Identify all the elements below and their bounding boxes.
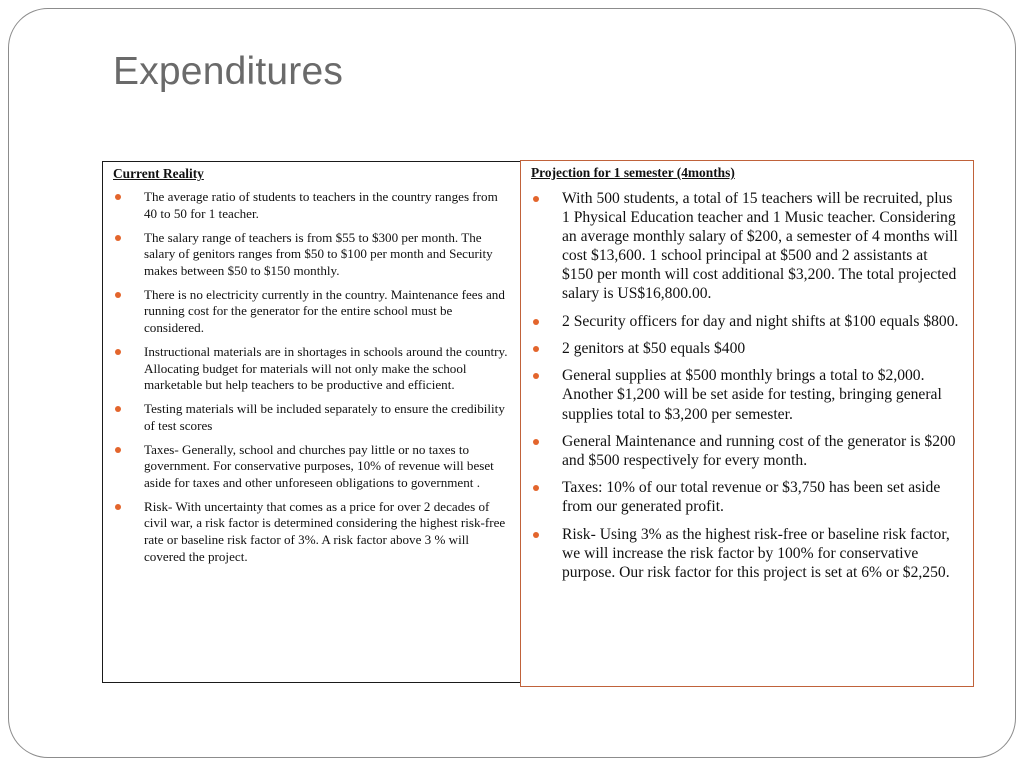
list-item-text: Testing materials will be included separately to ensure the credibility of test scores [144, 401, 505, 433]
list-item [113, 344, 512, 394]
list-item-text: General supplies at $500 monthly brings a total to $2,000. Another $1,200 will be set aside for testing, bringing general supplies total to $3,200 per semester. [562, 367, 942, 423]
list-item-text: Taxes- Generally, school and churches pay little or no taxes to government. For conservative purposes, 10% of revenue will beset aside for taxes and other unforeseen obligations to government . [144, 441, 494, 490]
list-item [113, 230, 512, 280]
list-item-text: The average ratio of students to teachers in the country ranges from 40 to 50 for 1 teacher. [144, 189, 498, 221]
projection-panel [520, 160, 974, 687]
bullet-icon [533, 439, 539, 445]
list-item [113, 189, 512, 222]
list-item-text: There is no electricity currently in the country. Maintenance fees and running cost for the generator for the entire school must be considered. [144, 286, 505, 335]
current-reality-heading: Current Reality [113, 166, 204, 181]
list-item [113, 287, 512, 337]
bullet-icon [115, 349, 121, 355]
list-item-text: General Maintenance and running cost of the generator is $200 and $500 respectively for every month. [562, 432, 956, 469]
list-item [531, 525, 961, 582]
list-item [113, 401, 512, 434]
list-item [531, 366, 961, 423]
bullet-icon [533, 373, 539, 379]
list-item-text: Risk- Using 3% as the highest risk-free or baseline risk factor, we will increase the risk factor by 100% for conservative purpose. Our risk factor for this project is set at 6% or $2,250. [562, 525, 950, 581]
list-item [531, 312, 961, 331]
list-item [531, 189, 961, 304]
list-item-text: The salary range of teachers is from $55 to $300 per month. The salary of genitors ranges from $50 to $100 per month and Security makes between $50 to $150 monthly. [144, 229, 493, 278]
list-item-text: 2 genitors at $50 equals $400 [562, 340, 746, 358]
bullet-icon [115, 504, 121, 510]
slide-title: Expenditures [113, 50, 344, 93]
bullet-icon [115, 406, 121, 412]
projection-list [531, 189, 961, 582]
bullet-icon [533, 319, 539, 325]
bullet-icon [115, 447, 121, 453]
bullet-icon [115, 194, 121, 200]
list-item-text: Instructional materials are in shortages in schools around the country. Allocating budget for materials will not only make the school marketable but help teachers to be productive and efficient. [144, 343, 508, 393]
bullet-icon [533, 532, 539, 538]
list-item [531, 432, 961, 470]
list-item [531, 339, 961, 358]
projection-heading: Projection for 1 semester (4months) [531, 165, 735, 180]
list-item-text: Risk- With uncertainty that comes as a price for over 2 decades of civil war, a risk factor is determined considering the highest risk-free rate or baseline risk factor of 3%. A risk factor above 3 % will covered the project. [144, 498, 506, 564]
bullet-icon [533, 485, 539, 491]
bullet-icon [533, 196, 539, 202]
list-item-text: 2 Security officers for day and night shifts at $100 equals $800. [562, 312, 959, 330]
list-item [531, 478, 961, 516]
list-item [113, 499, 512, 565]
list-item-text: Taxes: 10% of our total revenue or $3,750 has been set aside from our generated profit. [562, 479, 941, 516]
current-reality-panel [102, 161, 523, 683]
list-item [113, 442, 512, 492]
list-item-text: With 500 students, a total of 15 teachers will be recruited, plus 1 Physical Education teacher and 1 Music teacher. Considering an average monthly salary of $200, a semester of 4 months will cost $13,600. 1 school principal at $500 and 2 assistants at $150 per month will cost additional $3,200. The total projected salary is US$16,800.00. [562, 190, 958, 303]
bullet-icon [533, 346, 539, 352]
current-reality-list [113, 189, 512, 565]
bullet-icon [115, 292, 121, 298]
bullet-icon [115, 235, 121, 241]
